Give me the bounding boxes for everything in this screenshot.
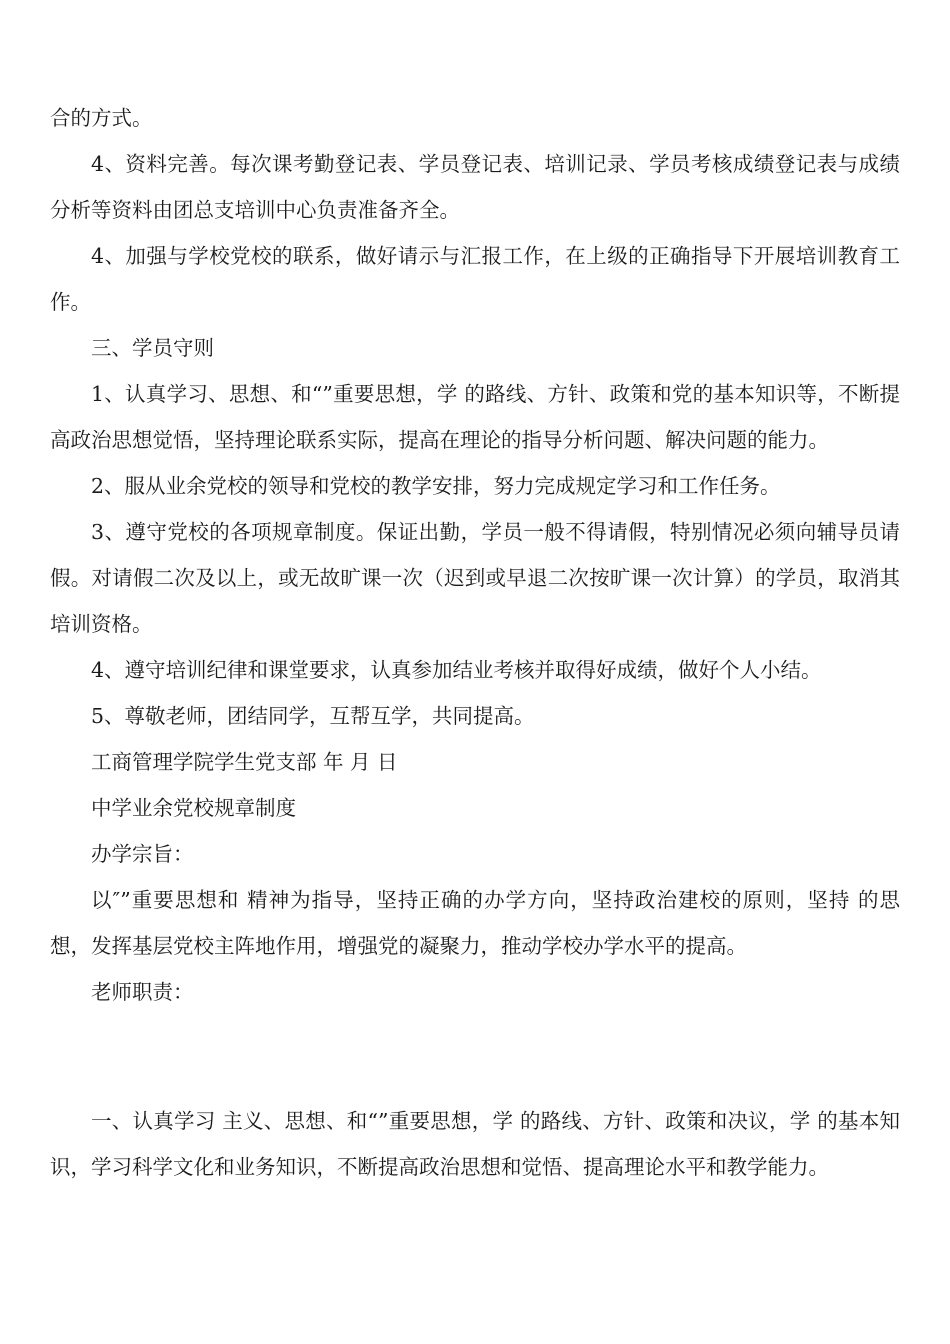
rule-4: 4、遵守培训纪律和课堂要求，认真参加结业考核并取得好成绩，做好个人小结。 (91, 658, 822, 682)
paragraph-2: 4、资料完善。每次课考勤登记表、学员登记表、培训记录、学员考核成绩登记表与成绩分析等资料由团总支培训中心负责准备齐全。 (50, 152, 900, 222)
signature-line: 工商管理学院学生党支部 年 月 日 (91, 750, 398, 774)
section-heading-student-rules: 三、学员守则 (91, 336, 214, 360)
teacher-duty-1: 一、认真学习 主义、思想、和“”重要思想，学 的路线、方针、政策和决议，学 的基本知识，学习科学文化和业务知识，不断提高政治思想和觉悟、提高理论水平和教学能力。 (50, 1109, 900, 1179)
rule-5: 5、尊敬老师，团结同学，互帮互学，共同提高。 (91, 704, 535, 728)
document-page (50, 95, 900, 1190)
blank-space (50, 1015, 900, 1098)
rule-2: 2、服从业余党校的领导和党校的教学安排，努力完成规定学习和工作任务。 (91, 474, 781, 498)
purpose-text: 以″”重要思想和 精神为指导，坚持正确的办学方向，坚持政治建校的原则，坚持 的思想，发挥基层党校主阵地作用，增强党的凝聚力，推动学校办学水平的提高。 (50, 888, 900, 958)
rule-3: 3、遵守党校的各项规章制度。保证出勤，学员一般不得请假，特别情况必须向辅导员请假。对请假二次及以上，或无故旷课一次（迟到或早退二次按旷课一次计算）的学员，取消其培训资格。 (50, 520, 900, 636)
paragraph-1: 合的方式。 (50, 106, 153, 130)
paragraph-3: 4、加强与学校党校的联系，做好请示与汇报工作，在上级的正确指导下开展培训教育工作。 (50, 244, 900, 314)
heading-purpose: 办学宗旨： (91, 842, 194, 866)
document-title: 中学业余党校规章制度 (91, 796, 296, 820)
rule-1: 1、认真学习、思想、和“”重要思想，学 的路线、方针、政策和党的基本知识等，不断提高政治思想觉悟，坚持理论联系实际，提高在理论的指导分析问题、解决问题的能力。 (50, 382, 900, 452)
heading-teacher-duties: 老师职责： (91, 980, 194, 1004)
